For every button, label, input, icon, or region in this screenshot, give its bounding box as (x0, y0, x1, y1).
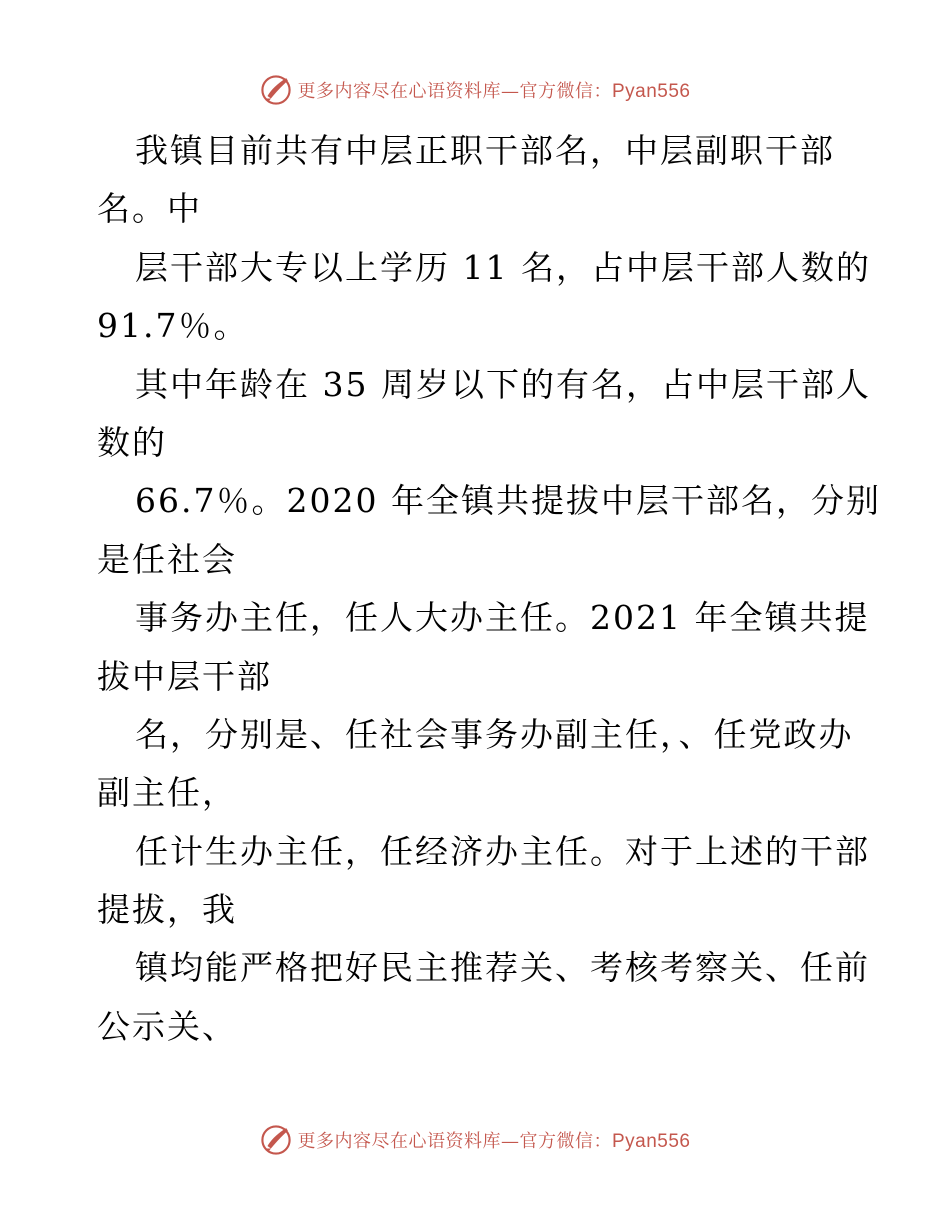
text-line: 是任社会 (97, 539, 237, 579)
text-line: 91.7％。 (97, 306, 249, 346)
text-line: 名，分别是、任社会事务办副主任，、任党政办 (135, 714, 854, 754)
text-line: 我镇目前共有中层正职干部名，中层副职干部 (135, 131, 835, 170)
text-line: 提拔，我 (97, 890, 237, 930)
text-line: 任计生办主任，任经济办主任。对于上述的干部 (135, 831, 870, 871)
text-line: 数的 (97, 422, 167, 462)
header-banner-text: 更多内容尽在心语资料库—官方微信：Pyan556 (297, 81, 691, 102)
text-line: 层干部大专以上学历 11 名，占中层干部人数的 (135, 247, 871, 287)
header-banner (0, 70, 950, 110)
text-line: 其中年龄在 35 周岁以下的有名，占中层干部人 (135, 364, 871, 404)
pen-logo-icon (259, 73, 293, 107)
pen-logo-icon (259, 1123, 293, 1157)
footer-banner (0, 1120, 950, 1160)
text-line: 副主任， (97, 773, 237, 813)
text-line: 镇均能严格把好民主推荐关、考核考察关、任前 (135, 948, 870, 988)
text-line: 拔中层干部 (97, 656, 272, 696)
text-line: 事务办主任，任人大办主任。2021 年全镇共提 (135, 598, 870, 638)
text-line: 名。中 (97, 189, 202, 229)
text-line: 公示关、 (97, 1006, 237, 1046)
footer-banner-text: 更多内容尽在心语资料库—官方微信：Pyan556 (297, 1131, 691, 1152)
document-body (97, 122, 881, 1056)
text-line: 66.7％。2020 年全镇共提拔中层干部名，分别 (135, 481, 881, 521)
